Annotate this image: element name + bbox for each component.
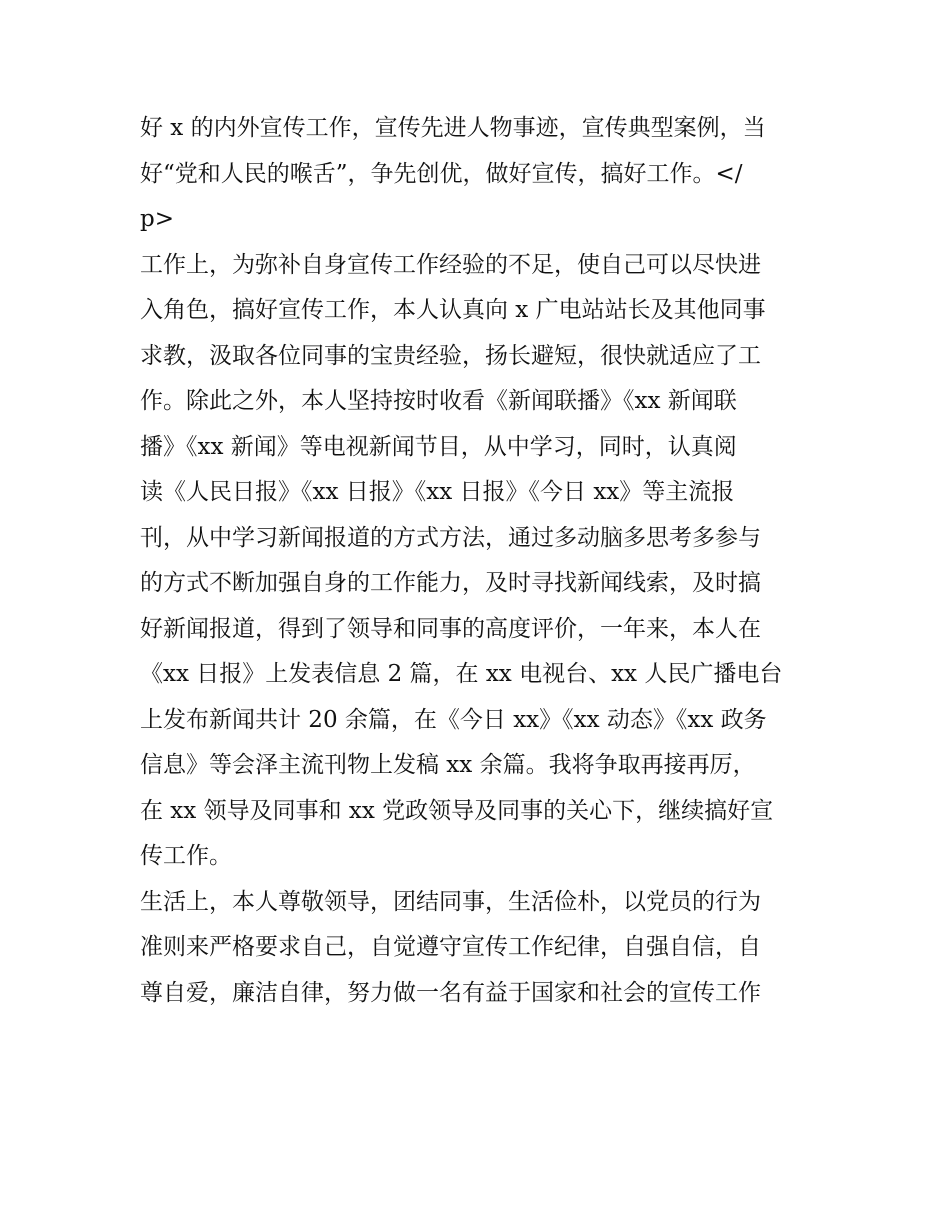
text-line: 的方式不断加强自身的工作能力，及时寻找新闻线索，及时搞: [140, 570, 761, 596]
text-line: 工作上，为弥补自身宣传工作经验的不足，使自己可以尽快进: [140, 251, 761, 278]
text-line: 求教，汲取各位同事的宝贵经验，扬长避短，很快就适应了工: [140, 342, 761, 369]
text-line: 传工作。: [140, 843, 232, 869]
text-line: 《xx 日报》上发表信息 2 篇，在 xx 电视台、xx 人民广播电台: [140, 661, 783, 687]
text-line: 好“党和人民的喉舌”，争先创优，做好宣传，搞好工作。</: [140, 160, 743, 187]
text-line: 作。除此之外，本人坚持按时收看《新闻联播》《xx 新闻联: [140, 388, 737, 414]
text-line: 播》《xx 新闻》等电视新闻节目，从中学习，同时，认真阅: [140, 433, 737, 460]
text-line: 尊自爱，廉洁自律，努力做一名有益于国家和社会的宣传工作: [140, 979, 761, 1006]
text-line: 准则来严格要求自己，自觉遵守宣传工作纪律，自强自信，自: [140, 934, 761, 960]
document-body: [140, 106, 820, 1016]
text-line: 入角色，搞好宣传工作，本人认真向 x 广电站站长及其他同事: [140, 297, 766, 323]
text-line: 好 x 的内外宣传工作，宣传先进人物事迹，宣传典型案例，当: [140, 115, 766, 141]
text-line: p>: [140, 206, 174, 232]
text-line: 在 xx 领导及同事和 xx 党政领导及同事的关心下，继续搞好宣: [140, 797, 774, 824]
text-line: 信息》等会泽主流刊物上发稿 xx 余篇。我将争取再接再厉，: [140, 752, 756, 778]
text-line: 上发布新闻共计 20 余篇，在《今日 xx》《xx 动态》《xx 政务: [140, 706, 767, 733]
text-line: 读《人民日报》《xx 日报》《xx 日报》《今日 xx》等主流报: [140, 479, 735, 505]
text-line: 生活上，本人尊敬领导，团结同事，生活俭朴，以党员的行为: [140, 888, 761, 915]
text-line: 刊，从中学习新闻报道的方式方法，通过多动脑多思考多参与: [140, 524, 761, 551]
text-line: 好新闻报道，得到了领导和同事的高度评价，一年来，本人在: [140, 615, 761, 642]
